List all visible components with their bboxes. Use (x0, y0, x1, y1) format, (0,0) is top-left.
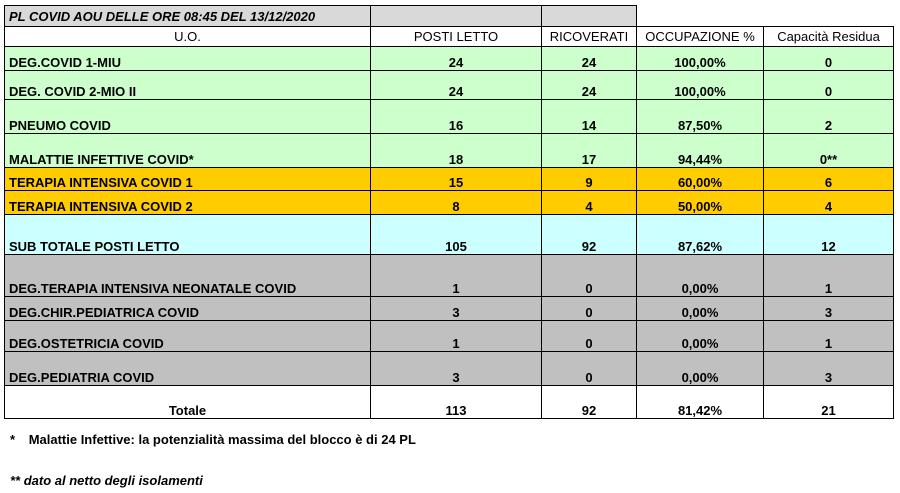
row-unit-name: DEG.OSTETRICIA COVID (5, 321, 371, 352)
table-row (5, 297, 894, 321)
row-posti-letto: 3 (371, 297, 542, 321)
table-row (5, 255, 894, 297)
row-occupazione: 100,00% (637, 47, 764, 71)
row-posti-letto: 15 (371, 168, 542, 191)
row-capacita-residua: 0 (764, 71, 894, 100)
row-posti-letto: 1 (371, 321, 542, 352)
row-ricoverati: 4 (542, 191, 637, 215)
table-row (5, 352, 894, 386)
row-occupazione: 100,00% (637, 71, 764, 100)
total-posti-letto: 113 (371, 386, 542, 419)
row-occupazione: 0,00% (637, 297, 764, 321)
table-row (5, 134, 894, 168)
row-occupazione: 94,44% (637, 134, 764, 168)
row-ricoverati: 14 (542, 100, 637, 134)
row-capacita-residua: 2 (764, 100, 894, 134)
row-unit-name: DEG.TERAPIA INTENSIVA NEONATALE COVID (5, 255, 371, 297)
row-occupazione: 0,00% (637, 321, 764, 352)
row-posti-letto: 24 (371, 47, 542, 71)
row-ricoverati: 24 (542, 71, 637, 100)
row-capacita-residua: 1 (764, 321, 894, 352)
row-ricoverati: 24 (542, 47, 637, 71)
total-capacita-residua: 21 (764, 386, 894, 419)
title-filler (371, 6, 542, 27)
row-capacita-residua: 0** (764, 134, 894, 168)
header-ricoverati: RICOVERATI (542, 27, 637, 47)
row-ricoverati: 92 (542, 215, 637, 255)
row-capacita-residua: 3 (764, 352, 894, 386)
row-posti-letto: 24 (371, 71, 542, 100)
row-occupazione: 60,00% (637, 168, 764, 191)
row-ricoverati: 17 (542, 134, 637, 168)
title-filler (542, 6, 637, 27)
footnote-isolamenti: ** dato al netto degli isolamenti (10, 473, 203, 488)
table-row (5, 47, 894, 71)
table-row (5, 168, 894, 191)
header-posti-letto: POSTI LETTO (371, 27, 542, 47)
row-unit-name: DEG.PEDIATRIA COVID (5, 352, 371, 386)
header-capacita-residua: Capacità Residua (764, 27, 894, 47)
row-ricoverati: 0 (542, 297, 637, 321)
row-ricoverati: 0 (542, 255, 637, 297)
total-occupazione: 81,42% (637, 386, 764, 419)
row-capacita-residua: 12 (764, 215, 894, 255)
report-title: PL COVID AOU DELLE ORE 08:45 DEL 13/12/2020 (5, 6, 371, 27)
row-posti-letto: 18 (371, 134, 542, 168)
row-occupazione: 50,00% (637, 191, 764, 215)
header-occupazione: OCCUPAZIONE % (637, 27, 764, 47)
blank-cell (764, 6, 894, 27)
row-occupazione: 87,62% (637, 215, 764, 255)
row-unit-name: DEG.CHIR.PEDIATRICA COVID (5, 297, 371, 321)
row-occupazione: 0,00% (637, 352, 764, 386)
footnote-malattie-infettive (10, 432, 416, 447)
table-row (5, 191, 894, 215)
total-ricoverati: 92 (542, 386, 637, 419)
row-posti-letto: 1 (371, 255, 542, 297)
blank-cell (637, 6, 764, 27)
row-occupazione: 87,50% (637, 100, 764, 134)
row-unit-name: TERAPIA INTENSIVA COVID 1 (5, 168, 371, 191)
table-row (5, 321, 894, 352)
table-row (5, 100, 894, 134)
row-capacita-residua: 3 (764, 297, 894, 321)
row-unit-name: SUB TOTALE POSTI LETTO (5, 215, 371, 255)
row-posti-letto: 105 (371, 215, 542, 255)
bed-occupancy-table (4, 5, 894, 419)
header-uo: U.O. (5, 27, 371, 47)
footnote-text: Malattie Infettive: la potenzialità massima del blocco è di 24 PL (28, 432, 416, 447)
row-unit-name: MALATTIE INFETTIVE COVID* (5, 134, 371, 168)
row-posti-letto: 8 (371, 191, 542, 215)
row-unit-name: TERAPIA INTENSIVA COVID 2 (5, 191, 371, 215)
row-ricoverati: 0 (542, 321, 637, 352)
row-ricoverati: 9 (542, 168, 637, 191)
row-capacita-residua: 6 (764, 168, 894, 191)
row-posti-letto: 16 (371, 100, 542, 134)
total-row (5, 386, 894, 419)
row-occupazione: 0,00% (637, 255, 764, 297)
row-unit-name: PNEUMO COVID (5, 100, 371, 134)
row-capacita-residua: 1 (764, 255, 894, 297)
total-label: Totale (5, 386, 371, 419)
row-ricoverati: 0 (542, 352, 637, 386)
row-capacita-residua: 0 (764, 47, 894, 71)
footnote-asterisk: * (10, 432, 16, 447)
table-row (5, 215, 894, 255)
row-posti-letto: 3 (371, 352, 542, 386)
row-unit-name: DEG.COVID 1-MIU (5, 47, 371, 71)
row-capacita-residua: 4 (764, 191, 894, 215)
row-unit-name: DEG. COVID 2-MIO II (5, 71, 371, 100)
table-row (5, 71, 894, 100)
